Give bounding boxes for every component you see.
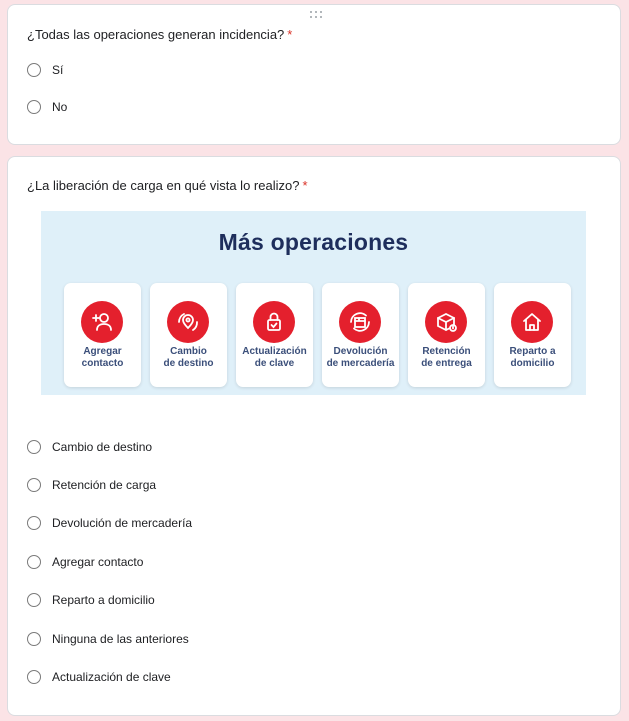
option-label: Reparto a domicilio: [52, 593, 155, 607]
option-cambio-destino[interactable]: [27, 437, 152, 457]
radio-button[interactable]: [27, 63, 41, 77]
location-change-icon: [167, 301, 209, 343]
option-label: Sí: [52, 63, 64, 77]
tile-actualizacion-clave: [236, 283, 313, 387]
question-text: ¿La liberación de carga en qué vista lo realizo?: [27, 178, 300, 193]
home-icon: [511, 301, 553, 343]
option-retencion-carga[interactable]: [27, 475, 156, 495]
option-label: Ninguna de las anteriores: [52, 632, 189, 646]
tile-cambio-destino: [150, 283, 227, 387]
image-title: Más operaciones: [218, 229, 409, 255]
tile-label: Actualización de clave: [242, 346, 307, 369]
option-label: Retención de carga: [52, 478, 157, 492]
question-title: [27, 27, 292, 42]
option-si[interactable]: [27, 60, 63, 80]
tile-devolucion-mercaderia: [322, 283, 399, 387]
drag-handle-icon[interactable]: [310, 11, 324, 20]
option-label: No: [52, 100, 68, 114]
package-hold-icon: [425, 301, 467, 343]
radio-button[interactable]: [27, 100, 41, 114]
option-label: Actualización de clave: [52, 670, 171, 684]
add-contact-icon: [81, 301, 123, 343]
radio-button[interactable]: [27, 555, 41, 569]
radio-button[interactable]: [27, 593, 41, 607]
option-label: Agregar contacto: [52, 555, 144, 569]
option-no[interactable]: [27, 97, 67, 117]
option-actualizacion-clave[interactable]: [27, 667, 171, 687]
tile-label: Devolución de mercadería: [326, 346, 395, 369]
option-reparto-domicilio[interactable]: [27, 590, 155, 610]
tile-reparto-domicilio: [494, 283, 571, 387]
option-agregar-contacto[interactable]: [27, 552, 143, 572]
tile-label: Agregar contacto: [81, 346, 124, 369]
tile-agregar-contacto: [64, 283, 141, 387]
question-title: [27, 178, 308, 193]
tile-label: Retención de entrega: [421, 346, 472, 369]
tile-label: Reparto a domicilio: [509, 346, 556, 369]
tile-retencion-entrega: [408, 283, 485, 387]
option-devolucion-mercaderia[interactable]: [27, 513, 192, 533]
question-card-1: [7, 4, 621, 145]
package-return-icon: [339, 301, 381, 343]
option-label: Cambio de destino: [52, 440, 153, 454]
option-label: Devolución de mercadería: [52, 516, 193, 530]
required-asterisk: *: [287, 27, 293, 42]
lock-icon: [253, 301, 295, 343]
radio-button[interactable]: [27, 478, 41, 492]
option-ninguna[interactable]: [27, 629, 189, 649]
tile-label: Cambio de destino: [163, 346, 214, 369]
question-image: [41, 211, 586, 395]
question-card-2: [7, 156, 621, 716]
radio-button[interactable]: [27, 516, 41, 530]
radio-button[interactable]: [27, 440, 41, 454]
radio-button[interactable]: [27, 670, 41, 684]
question-text: ¿Todas las operaciones generan incidencia?: [27, 27, 285, 42]
radio-button[interactable]: [27, 632, 41, 646]
required-asterisk: *: [302, 178, 308, 193]
